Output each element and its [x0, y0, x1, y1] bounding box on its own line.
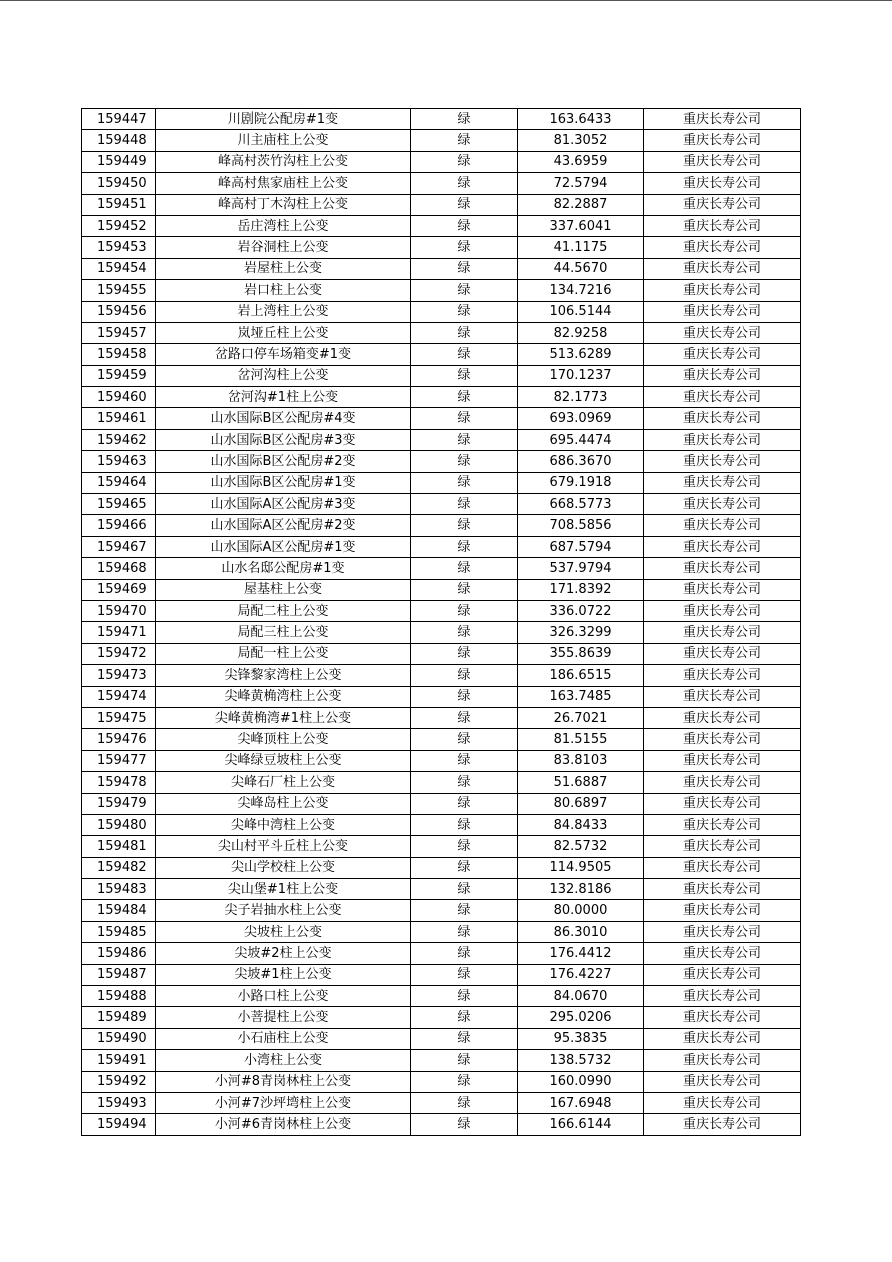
status-color-cell: 绿	[411, 387, 518, 408]
table-row	[82, 1092, 801, 1113]
transformer-name-cell: 尖峰岛柱上公变	[156, 793, 411, 814]
row-id-cell: 159452	[82, 215, 156, 236]
row-id-cell: 159480	[82, 814, 156, 835]
status-color-cell: 绿	[411, 729, 518, 750]
transformer-name-cell: 岚垭丘柱上公变	[156, 322, 411, 343]
row-id-cell: 159450	[82, 173, 156, 194]
row-id-cell: 159490	[82, 1028, 156, 1049]
row-id-cell: 159464	[82, 472, 156, 493]
table-row	[82, 1071, 801, 1092]
status-color-cell: 绿	[411, 344, 518, 365]
table-row	[82, 579, 801, 600]
row-id-cell: 159462	[82, 429, 156, 450]
status-color-cell: 绿	[411, 1028, 518, 1049]
status-color-cell: 绿	[411, 472, 518, 493]
table-row	[82, 451, 801, 472]
status-color-cell: 绿	[411, 515, 518, 536]
table-row	[82, 109, 801, 130]
company-cell: 重庆长寿公司	[644, 1028, 801, 1049]
table-row	[82, 387, 801, 408]
table-row	[82, 344, 801, 365]
company-cell: 重庆长寿公司	[644, 665, 801, 686]
value-cell: 41.1175	[518, 237, 644, 258]
transformer-name-cell: 尖山学校柱上公变	[156, 857, 411, 878]
table-row	[82, 322, 801, 343]
company-cell: 重庆长寿公司	[644, 194, 801, 215]
value-cell: 138.5732	[518, 1050, 644, 1071]
row-id-cell: 159466	[82, 515, 156, 536]
company-cell: 重庆长寿公司	[644, 857, 801, 878]
status-color-cell: 绿	[411, 301, 518, 322]
row-id-cell: 159476	[82, 729, 156, 750]
status-color-cell: 绿	[411, 665, 518, 686]
table-row	[82, 643, 801, 664]
value-cell: 679.1918	[518, 472, 644, 493]
status-color-cell: 绿	[411, 1050, 518, 1071]
company-cell: 重庆长寿公司	[644, 836, 801, 857]
table-row	[82, 600, 801, 621]
company-cell: 重庆长寿公司	[644, 215, 801, 236]
row-id-cell: 159477	[82, 750, 156, 771]
value-cell: 537.9794	[518, 558, 644, 579]
company-cell: 重庆长寿公司	[644, 600, 801, 621]
row-id-cell: 159473	[82, 665, 156, 686]
row-id-cell: 159453	[82, 237, 156, 258]
value-cell: 163.6433	[518, 109, 644, 130]
transformer-name-cell: 尖坡#1柱上公变	[156, 964, 411, 985]
row-id-cell: 159455	[82, 280, 156, 301]
row-id-cell: 159486	[82, 943, 156, 964]
transformer-table	[81, 108, 801, 1136]
status-color-cell: 绿	[411, 814, 518, 835]
company-cell: 重庆长寿公司	[644, 772, 801, 793]
row-id-cell: 159474	[82, 686, 156, 707]
status-color-cell: 绿	[411, 365, 518, 386]
company-cell: 重庆长寿公司	[644, 1007, 801, 1028]
company-cell: 重庆长寿公司	[644, 750, 801, 771]
value-cell: 163.7485	[518, 686, 644, 707]
value-cell: 26.7021	[518, 707, 644, 728]
table-row	[82, 365, 801, 386]
row-id-cell: 159482	[82, 857, 156, 878]
status-color-cell: 绿	[411, 986, 518, 1007]
company-cell: 重庆长寿公司	[644, 173, 801, 194]
value-cell: 80.6897	[518, 793, 644, 814]
value-cell: 687.5794	[518, 536, 644, 557]
company-cell: 重庆长寿公司	[644, 964, 801, 985]
value-cell: 693.0969	[518, 408, 644, 429]
row-id-cell: 159484	[82, 900, 156, 921]
transformer-name-cell: 尖峰石厂柱上公变	[156, 772, 411, 793]
status-color-cell: 绿	[411, 879, 518, 900]
table-row	[82, 429, 801, 450]
row-id-cell: 159485	[82, 921, 156, 942]
transformer-name-cell: 尖峰黄桷湾柱上公变	[156, 686, 411, 707]
transformer-name-cell: 小路口柱上公变	[156, 986, 411, 1007]
table-row	[82, 814, 801, 835]
status-color-cell: 绿	[411, 836, 518, 857]
value-cell: 171.8392	[518, 579, 644, 600]
transformer-name-cell: 尖山村平斗丘柱上公变	[156, 836, 411, 857]
table-row	[82, 1028, 801, 1049]
value-cell: 668.5773	[518, 494, 644, 515]
row-id-cell: 159478	[82, 772, 156, 793]
company-cell: 重庆长寿公司	[644, 109, 801, 130]
status-color-cell: 绿	[411, 237, 518, 258]
row-id-cell: 159493	[82, 1092, 156, 1113]
row-id-cell: 159459	[82, 365, 156, 386]
status-color-cell: 绿	[411, 964, 518, 985]
table-row	[82, 130, 801, 151]
transformer-name-cell: 尖坡柱上公变	[156, 921, 411, 942]
status-color-cell: 绿	[411, 686, 518, 707]
table-row	[82, 707, 801, 728]
value-cell: 82.5732	[518, 836, 644, 857]
company-cell: 重庆长寿公司	[644, 258, 801, 279]
table-row	[82, 879, 801, 900]
transformer-name-cell: 尖峰绿豆坡柱上公变	[156, 750, 411, 771]
transformer-name-cell: 山水国际A区公配房#1变	[156, 536, 411, 557]
value-cell: 132.8186	[518, 879, 644, 900]
company-cell: 重庆长寿公司	[644, 237, 801, 258]
transformer-name-cell: 山水国际B区公配房#1变	[156, 472, 411, 493]
transformer-name-cell: 屋基柱上公变	[156, 579, 411, 600]
transformer-name-cell: 峰高村茨竹沟柱上公变	[156, 151, 411, 172]
company-cell: 重庆长寿公司	[644, 451, 801, 472]
value-cell: 295.0206	[518, 1007, 644, 1028]
row-id-cell: 159460	[82, 387, 156, 408]
status-color-cell: 绿	[411, 643, 518, 664]
transformer-name-cell: 山水国际A区公配房#3变	[156, 494, 411, 515]
company-cell: 重庆长寿公司	[644, 986, 801, 1007]
company-cell: 重庆长寿公司	[644, 387, 801, 408]
value-cell: 82.1773	[518, 387, 644, 408]
status-color-cell: 绿	[411, 173, 518, 194]
row-id-cell: 159451	[82, 194, 156, 215]
transformer-name-cell: 峰高村丁木沟柱上公变	[156, 194, 411, 215]
table-row	[82, 750, 801, 771]
value-cell: 84.0670	[518, 986, 644, 1007]
status-color-cell: 绿	[411, 707, 518, 728]
table-row	[82, 793, 801, 814]
value-cell: 82.2887	[518, 194, 644, 215]
value-cell: 86.3010	[518, 921, 644, 942]
transformer-name-cell: 尖子岩抽水柱上公变	[156, 900, 411, 921]
company-cell: 重庆长寿公司	[644, 536, 801, 557]
table-row	[82, 921, 801, 942]
status-color-cell: 绿	[411, 215, 518, 236]
company-cell: 重庆长寿公司	[644, 879, 801, 900]
value-cell: 80.0000	[518, 900, 644, 921]
table-row	[82, 237, 801, 258]
transformer-name-cell: 山水国际B区公配房#2变	[156, 451, 411, 472]
transformer-name-cell: 岩上湾柱上公变	[156, 301, 411, 322]
transformer-name-cell: 局配三柱上公变	[156, 622, 411, 643]
transformer-name-cell: 尖坡#2柱上公变	[156, 943, 411, 964]
status-color-cell: 绿	[411, 772, 518, 793]
row-id-cell: 159494	[82, 1114, 156, 1135]
company-cell: 重庆长寿公司	[644, 408, 801, 429]
company-cell: 重庆长寿公司	[644, 579, 801, 600]
transformer-name-cell: 小河#8青岗林柱上公变	[156, 1071, 411, 1092]
table-row	[82, 1114, 801, 1135]
row-id-cell: 159481	[82, 836, 156, 857]
row-id-cell: 159467	[82, 536, 156, 557]
value-cell: 82.9258	[518, 322, 644, 343]
row-id-cell: 159470	[82, 600, 156, 621]
transformer-name-cell: 岩屋柱上公变	[156, 258, 411, 279]
company-cell: 重庆长寿公司	[644, 1114, 801, 1135]
value-cell: 160.0990	[518, 1071, 644, 1092]
table-row	[82, 857, 801, 878]
transformer-name-cell: 山水名邸公配房#1变	[156, 558, 411, 579]
company-cell: 重庆长寿公司	[644, 643, 801, 664]
company-cell: 重庆长寿公司	[644, 130, 801, 151]
transformer-name-cell: 山水国际B区公配房#3变	[156, 429, 411, 450]
company-cell: 重庆长寿公司	[644, 151, 801, 172]
row-id-cell: 159483	[82, 879, 156, 900]
table-row	[82, 536, 801, 557]
status-color-cell: 绿	[411, 579, 518, 600]
row-id-cell: 159468	[82, 558, 156, 579]
transformer-name-cell: 尖峰中湾柱上公变	[156, 814, 411, 835]
status-color-cell: 绿	[411, 130, 518, 151]
page-top-border	[0, 0, 892, 1]
status-color-cell: 绿	[411, 793, 518, 814]
transformer-name-cell: 小湾柱上公变	[156, 1050, 411, 1071]
company-cell: 重庆长寿公司	[644, 429, 801, 450]
status-color-cell: 绿	[411, 622, 518, 643]
value-cell: 176.4412	[518, 943, 644, 964]
transformer-name-cell: 峰高村焦家庙柱上公变	[156, 173, 411, 194]
status-color-cell: 绿	[411, 536, 518, 557]
company-cell: 重庆长寿公司	[644, 707, 801, 728]
row-id-cell: 159488	[82, 986, 156, 1007]
value-cell: 114.9505	[518, 857, 644, 878]
company-cell: 重庆长寿公司	[644, 1071, 801, 1092]
status-color-cell: 绿	[411, 900, 518, 921]
value-cell: 44.5670	[518, 258, 644, 279]
status-color-cell: 绿	[411, 151, 518, 172]
table-body	[82, 109, 801, 1136]
company-cell: 重庆长寿公司	[644, 622, 801, 643]
status-color-cell: 绿	[411, 1071, 518, 1092]
company-cell: 重庆长寿公司	[644, 814, 801, 835]
company-cell: 重庆长寿公司	[644, 900, 801, 921]
table-row	[82, 686, 801, 707]
table-row	[82, 558, 801, 579]
status-color-cell: 绿	[411, 194, 518, 215]
company-cell: 重庆长寿公司	[644, 280, 801, 301]
status-color-cell: 绿	[411, 280, 518, 301]
table-row	[82, 194, 801, 215]
value-cell: 81.5155	[518, 729, 644, 750]
table-row	[82, 1007, 801, 1028]
transformer-name-cell: 山水国际A区公配房#2变	[156, 515, 411, 536]
status-color-cell: 绿	[411, 322, 518, 343]
table-row	[82, 173, 801, 194]
table-row	[82, 215, 801, 236]
row-id-cell: 159456	[82, 301, 156, 322]
company-cell: 重庆长寿公司	[644, 729, 801, 750]
value-cell: 51.6887	[518, 772, 644, 793]
value-cell: 170.1237	[518, 365, 644, 386]
transformer-name-cell: 川主庙柱上公变	[156, 130, 411, 151]
status-color-cell: 绿	[411, 857, 518, 878]
row-id-cell: 159487	[82, 964, 156, 985]
row-id-cell: 159448	[82, 130, 156, 151]
value-cell: 176.4227	[518, 964, 644, 985]
value-cell: 95.3835	[518, 1028, 644, 1049]
table-row	[82, 515, 801, 536]
transformer-name-cell: 尖山堡#1柱上公变	[156, 879, 411, 900]
table-row	[82, 1050, 801, 1071]
company-cell: 重庆长寿公司	[644, 793, 801, 814]
table-row	[82, 472, 801, 493]
value-cell: 695.4474	[518, 429, 644, 450]
row-id-cell: 159479	[82, 793, 156, 814]
table-row	[82, 900, 801, 921]
row-id-cell: 159489	[82, 1007, 156, 1028]
row-id-cell: 159475	[82, 707, 156, 728]
table-row	[82, 836, 801, 857]
company-cell: 重庆长寿公司	[644, 344, 801, 365]
value-cell: 686.3670	[518, 451, 644, 472]
status-color-cell: 绿	[411, 750, 518, 771]
transformer-name-cell: 岔路口停车场箱变#1变	[156, 344, 411, 365]
table-row	[82, 408, 801, 429]
value-cell: 43.6959	[518, 151, 644, 172]
status-color-cell: 绿	[411, 600, 518, 621]
transformer-name-cell: 尖锋黎家湾柱上公变	[156, 665, 411, 686]
transformer-name-cell: 小河#6青岗林柱上公变	[156, 1114, 411, 1135]
row-id-cell: 159458	[82, 344, 156, 365]
transformer-name-cell: 岔河沟柱上公变	[156, 365, 411, 386]
value-cell: 83.8103	[518, 750, 644, 771]
status-color-cell: 绿	[411, 258, 518, 279]
table-row	[82, 258, 801, 279]
status-color-cell: 绿	[411, 429, 518, 450]
row-id-cell: 159447	[82, 109, 156, 130]
table-row	[82, 280, 801, 301]
transformer-name-cell: 岳庄湾柱上公变	[156, 215, 411, 236]
transformer-name-cell: 川剧院公配房#1变	[156, 109, 411, 130]
transformer-name-cell: 岩谷洞柱上公变	[156, 237, 411, 258]
company-cell: 重庆长寿公司	[644, 686, 801, 707]
status-color-cell: 绿	[411, 921, 518, 942]
status-color-cell: 绿	[411, 558, 518, 579]
company-cell: 重庆长寿公司	[644, 472, 801, 493]
value-cell: 84.8433	[518, 814, 644, 835]
value-cell: 167.6948	[518, 1092, 644, 1113]
value-cell: 355.8639	[518, 643, 644, 664]
value-cell: 106.5144	[518, 301, 644, 322]
row-id-cell: 159449	[82, 151, 156, 172]
value-cell: 337.6041	[518, 215, 644, 236]
transformer-name-cell: 小河#7沙坪塆柱上公变	[156, 1092, 411, 1113]
status-color-cell: 绿	[411, 1007, 518, 1028]
table-row	[82, 301, 801, 322]
company-cell: 重庆长寿公司	[644, 1092, 801, 1113]
row-id-cell: 159472	[82, 643, 156, 664]
row-id-cell: 159491	[82, 1050, 156, 1071]
table-row	[82, 772, 801, 793]
status-color-cell: 绿	[411, 451, 518, 472]
company-cell: 重庆长寿公司	[644, 943, 801, 964]
table-row	[82, 943, 801, 964]
company-cell: 重庆长寿公司	[644, 494, 801, 515]
row-id-cell: 159469	[82, 579, 156, 600]
table-row	[82, 665, 801, 686]
row-id-cell: 159454	[82, 258, 156, 279]
company-cell: 重庆长寿公司	[644, 558, 801, 579]
table-row	[82, 494, 801, 515]
table-row	[82, 622, 801, 643]
transformer-name-cell: 岔河沟#1柱上公变	[156, 387, 411, 408]
row-id-cell: 159463	[82, 451, 156, 472]
value-cell: 72.5794	[518, 173, 644, 194]
value-cell: 326.3299	[518, 622, 644, 643]
table-row	[82, 729, 801, 750]
table-row	[82, 964, 801, 985]
value-cell: 186.6515	[518, 665, 644, 686]
value-cell: 708.5856	[518, 515, 644, 536]
company-cell: 重庆长寿公司	[644, 301, 801, 322]
row-id-cell: 159457	[82, 322, 156, 343]
row-id-cell: 159492	[82, 1071, 156, 1092]
row-id-cell: 159465	[82, 494, 156, 515]
status-color-cell: 绿	[411, 408, 518, 429]
table-row	[82, 986, 801, 1007]
transformer-name-cell: 尖峰黄桷湾#1柱上公变	[156, 707, 411, 728]
status-color-cell: 绿	[411, 1092, 518, 1113]
status-color-cell: 绿	[411, 943, 518, 964]
value-cell: 513.6289	[518, 344, 644, 365]
row-id-cell: 159471	[82, 622, 156, 643]
value-cell: 336.0722	[518, 600, 644, 621]
row-id-cell: 159461	[82, 408, 156, 429]
transformer-name-cell: 尖峰顶柱上公变	[156, 729, 411, 750]
transformer-name-cell: 岩口柱上公变	[156, 280, 411, 301]
transformer-name-cell: 小菩提柱上公变	[156, 1007, 411, 1028]
value-cell: 134.7216	[518, 280, 644, 301]
transformer-name-cell: 局配一柱上公变	[156, 643, 411, 664]
status-color-cell: 绿	[411, 109, 518, 130]
value-cell: 166.6144	[518, 1114, 644, 1135]
table-row	[82, 151, 801, 172]
company-cell: 重庆长寿公司	[644, 921, 801, 942]
transformer-name-cell: 局配二柱上公变	[156, 600, 411, 621]
status-color-cell: 绿	[411, 494, 518, 515]
transformer-name-cell: 小石庙柱上公变	[156, 1028, 411, 1049]
company-cell: 重庆长寿公司	[644, 515, 801, 536]
company-cell: 重庆长寿公司	[644, 365, 801, 386]
status-color-cell: 绿	[411, 1114, 518, 1135]
company-cell: 重庆长寿公司	[644, 1050, 801, 1071]
transformer-name-cell: 山水国际B区公配房#4变	[156, 408, 411, 429]
company-cell: 重庆长寿公司	[644, 322, 801, 343]
value-cell: 81.3052	[518, 130, 644, 151]
